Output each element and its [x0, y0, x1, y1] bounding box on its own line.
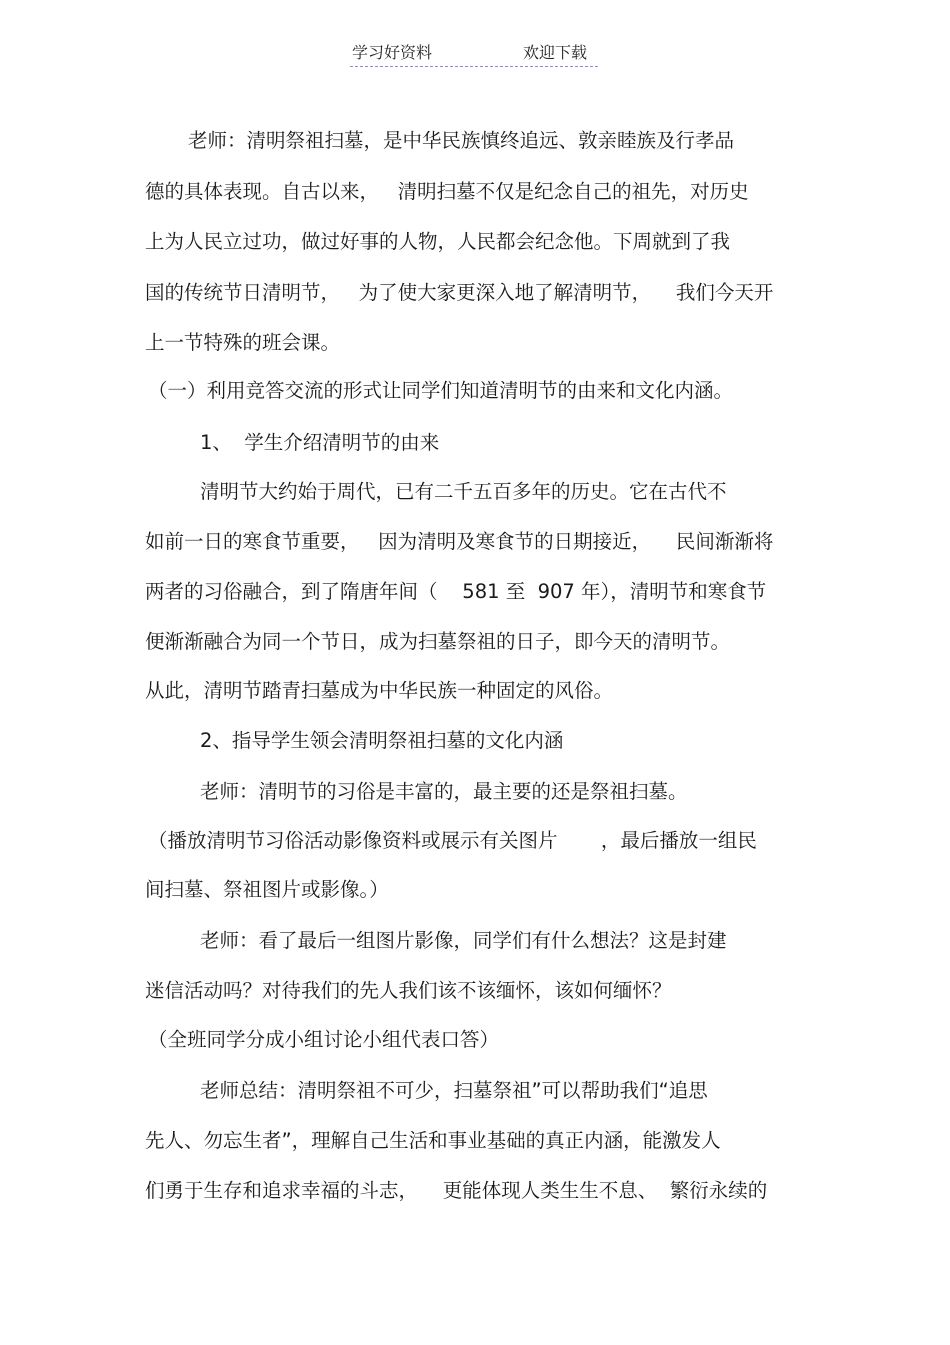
- text-line: 老师：清明祭祖扫墓，是中华民族慎终追远、敦亲睦族及行孝品: [188, 129, 735, 152]
- text-line: 上为人民立过功，做过好事的人物，人民都会纪念他。下周就到了我: [145, 230, 731, 253]
- text-line: 老师：看了最后一组图片影像，同学们有什么想法？这是封建: [200, 929, 727, 952]
- text-line: 如前一日的寒食节重要， 因为清明及寒食节的日期接近， 民间渐渐将: [145, 530, 774, 553]
- text-line: 老师总结：清明祭祖不可少，扫墓祭祖”可以帮助我们“追思: [200, 1079, 708, 1102]
- text-line: 间扫墓、祭祖图片或影像。）: [145, 878, 389, 901]
- section-heading: （一）利用竞答交流的形式让同学们知道清明节的由来和文化内涵。: [148, 379, 734, 402]
- text-line: 迷信活动吗？对待我们的先人我们该不该缅怀，该如何缅怀？: [145, 979, 672, 1002]
- text-line: 便渐渐融合为同一个节日，成为扫墓祭祖的日子，即今天的清明节。: [145, 630, 731, 653]
- text-line: 们勇于生存和追求幸福的斗志， 更能体现人类生生不息、 繁衍永续的: [145, 1179, 768, 1202]
- page-header: [350, 42, 598, 67]
- header-right-text: 欢迎下载: [523, 43, 588, 62]
- text-line: 清明节大约始于周代，已有二千五百多年的历史。它在古代不: [200, 480, 727, 503]
- text-line: 国的传统节日清明节， 为了使大家更深入地了解清明节， 我们今天开: [145, 281, 774, 304]
- header-left-text: 学习好资料: [352, 43, 433, 62]
- text-line: （播放清明节习俗活动影像资料或展示有关图片 ，最后播放一组民: [148, 829, 757, 852]
- text-line: 德的具体表现。自古以来， 清明扫墓不仅是纪念自己的祖先，对历史: [145, 180, 749, 203]
- text-line: 两者的习俗融合，到了隋唐年间（ 581 至 907 年），清明节和寒食节: [145, 580, 767, 603]
- text-line: 先人、勿忘生者”，理解自己生活和事业基础的真正内涵，能激发人: [145, 1129, 721, 1152]
- subsection-heading: 2、指导学生领会清明祭祖扫墓的文化内涵: [200, 729, 564, 752]
- text-line: 上一节特殊的班会课。: [145, 331, 341, 354]
- subsection-heading: 1、 学生介绍清明节的由来: [200, 431, 440, 454]
- text-line: 从此，清明节踏青扫墓成为中华民族一种固定的风俗。: [145, 679, 614, 702]
- text-line: 老师：清明节的习俗是丰富的，最主要的还是祭祖扫墓。: [200, 780, 688, 803]
- text-line: （全班同学分成小组讨论小组代表口答）: [148, 1028, 500, 1051]
